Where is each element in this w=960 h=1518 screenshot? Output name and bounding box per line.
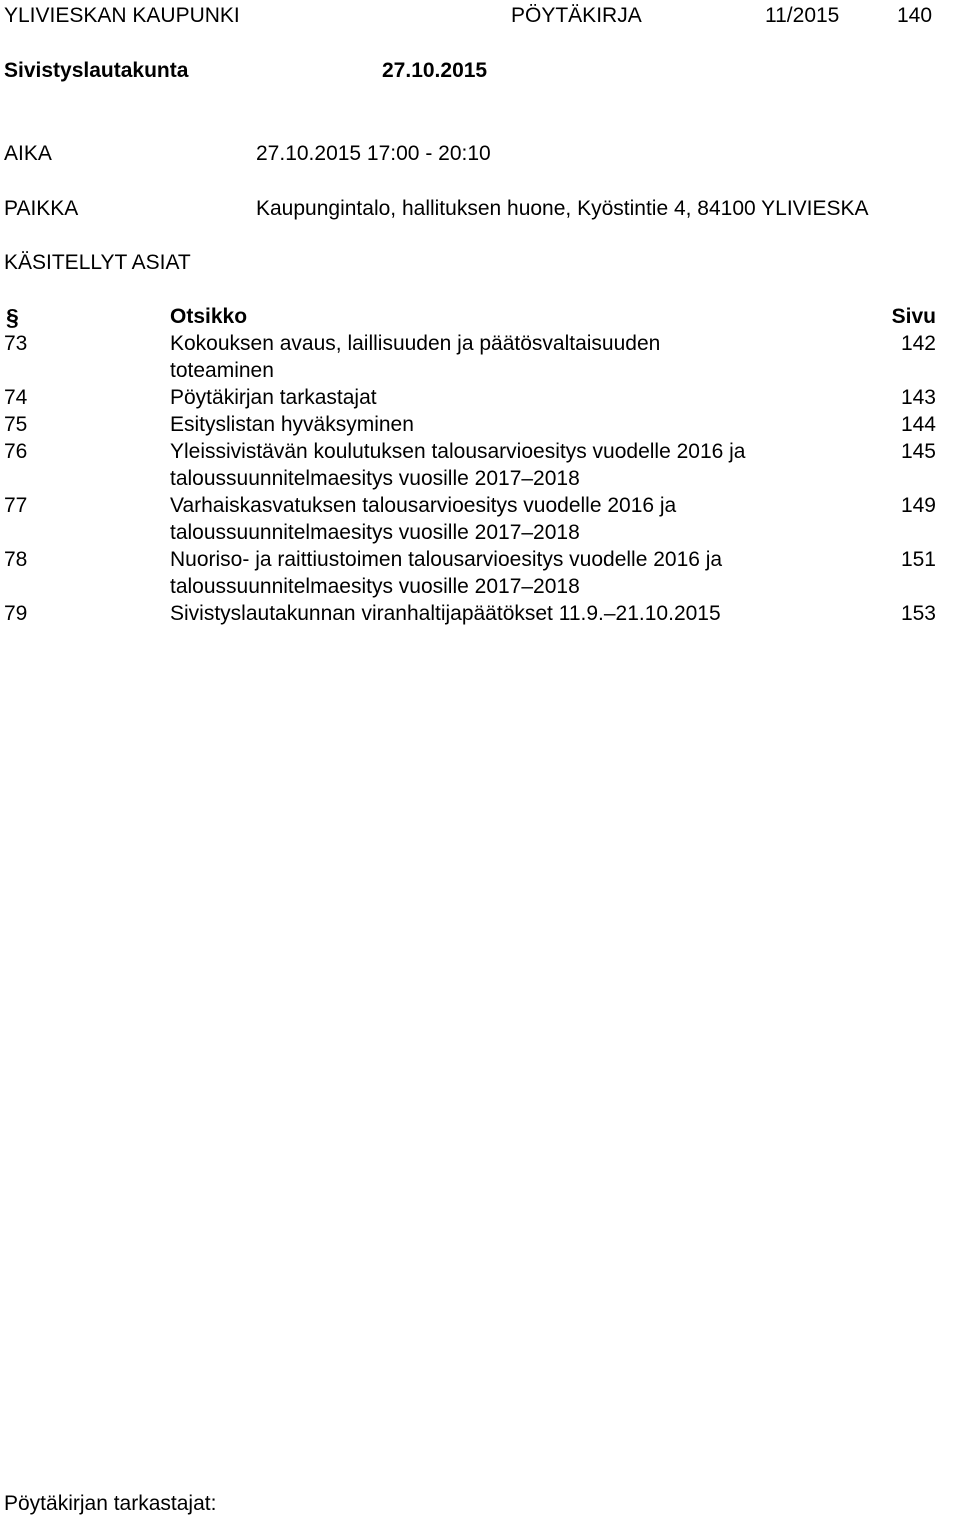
- agenda-item-title-line: taloussuunnitelmaesitys vuosille 2017–2018: [170, 521, 580, 544]
- agenda-item-number: 76: [4, 440, 28, 463]
- agenda-item-title-line: taloussuunnitelmaesitys vuosille 2017–2018: [170, 575, 580, 598]
- agenda-item-page: 143: [900, 386, 936, 409]
- committee-name: Sivistyslautakunta: [4, 59, 189, 82]
- agenda-item-row: [4, 330, 936, 384]
- agenda-item-page: 145: [900, 440, 936, 463]
- section-heading: KÄSITELLYT ASIAT: [4, 251, 191, 274]
- agenda-item-number: 75: [4, 413, 28, 436]
- place-value: Kaupungintalo, hallituksen huone, Kyöstintie 4, 84100 YLIVIESKA: [256, 197, 869, 220]
- agenda-item-page: 144: [900, 413, 936, 436]
- agenda-item-number: 79: [4, 602, 28, 625]
- agenda-item-row: [4, 492, 936, 546]
- agenda-item-number: 78: [4, 548, 28, 571]
- svg-text:§: §: [6, 304, 19, 330]
- agenda-item-page: 153: [900, 602, 936, 625]
- agenda-item-title-line: Sivistyslautakunnan viranhaltijapäätökset 11.9.–21.10.2015: [170, 602, 721, 625]
- place-label: PAIKKA: [4, 197, 79, 220]
- agenda-item-title: [170, 384, 810, 411]
- agenda-item-row: [4, 384, 936, 411]
- agenda-item-title: [170, 411, 810, 438]
- organization-name: YLIVIESKAN KAUPUNKI: [4, 4, 240, 27]
- agenda-item-title: [170, 438, 810, 492]
- agenda-item-page: 149: [900, 494, 936, 517]
- time-value: 27.10.2015 17:00 - 20:10: [256, 142, 491, 165]
- agenda-item-title-line: Kokouksen avaus, laillisuuden ja päätösvaltaisuuden: [170, 332, 661, 355]
- agenda-item-row: [4, 438, 936, 492]
- time-label: AIKA: [4, 142, 52, 165]
- agenda-item-title-line: Varhaiskasvatuksen talousarvioesitys vuodelle 2016 ja: [170, 494, 677, 517]
- agenda-item-title: [170, 492, 810, 546]
- committee-date: 27.10.2015: [382, 59, 488, 82]
- agenda-item-title: [170, 546, 810, 600]
- minutes-checkers-label: Pöytäkirjan tarkastajat:: [4, 1492, 217, 1515]
- agenda-item-title: [170, 330, 810, 384]
- agenda-item-page: 151: [900, 548, 936, 571]
- agenda-item-row: [4, 600, 936, 627]
- agenda-item-title-line: Yleissivistävän koulutuksen talousarvioesitys vuodelle 2016 ja: [170, 440, 746, 463]
- page-number: 140: [897, 4, 933, 27]
- agenda-item-number: 73: [4, 332, 28, 355]
- agenda-rows: [4, 330, 936, 627]
- agenda-item-row: [4, 546, 936, 600]
- agenda-item-page: 142: [900, 332, 936, 355]
- agenda-item-title-line: Nuoriso- ja raittiustoimen talousarvioesitys vuodelle 2016 ja: [170, 548, 723, 571]
- agenda-item-title-line: taloussuunnitelmaesitys vuosille 2017–2018: [170, 467, 580, 490]
- agenda-item-title-line: Pöytäkirjan tarkastajat: [170, 386, 377, 409]
- agenda-item-row: [4, 411, 936, 438]
- column-page-header: Sivu: [891, 305, 936, 328]
- agenda-table: [4, 303, 936, 627]
- agenda-header-row: [4, 303, 936, 330]
- section-sign-icon: [4, 303, 30, 330]
- agenda-item-number: 77: [4, 494, 28, 517]
- document-number: 11/2015: [765, 4, 840, 27]
- document-type: PÖYTÄKIRJA: [511, 4, 642, 27]
- agenda-item-title-line: toteaminen: [170, 359, 274, 382]
- column-title-header: Otsikko: [170, 305, 248, 328]
- agenda-item-title: [170, 600, 810, 627]
- agenda-item-title-line: Esityslistan hyväksyminen: [170, 413, 414, 436]
- agenda-item-number: 74: [4, 386, 28, 409]
